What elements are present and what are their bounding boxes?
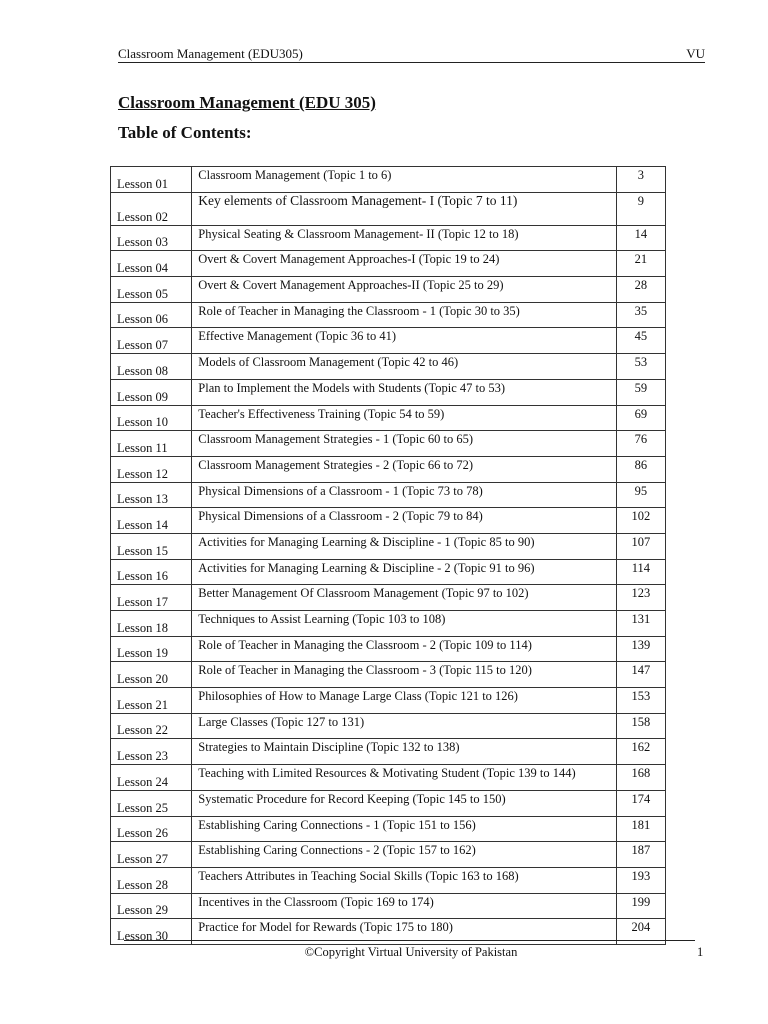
toc-topic-cell: Physical Seating & Classroom Management- II (Topic 12 to 18): [192, 225, 617, 251]
toc-lesson-cell: Lesson 07: [111, 328, 192, 354]
toc-topic-cell: Activities for Managing Learning & Discipline - 1 (Topic 85 to 90): [192, 533, 617, 559]
toc-row: [111, 251, 666, 277]
toc-page-cell: 86: [616, 456, 665, 482]
toc-page-cell: 123: [616, 585, 665, 611]
toc-page-cell: 114: [616, 559, 665, 585]
toc-topic-cell: Physical Dimensions of a Classroom - 2 (Topic 79 to 84): [192, 508, 617, 534]
toc-lesson-cell: Lesson 30: [111, 919, 192, 945]
toc-row: [111, 533, 666, 559]
toc-page-cell: 187: [616, 842, 665, 868]
toc-row: [111, 867, 666, 893]
toc-row: [111, 559, 666, 585]
toc-page-cell: 168: [616, 765, 665, 791]
toc-topic-cell: Role of Teacher in Managing the Classroom - 3 (Topic 115 to 120): [192, 662, 617, 688]
toc-topic-cell: Teachers Attributes in Teaching Social Skills (Topic 163 to 168): [192, 867, 617, 893]
toc-row: [111, 431, 666, 457]
toc-row: [111, 354, 666, 380]
toc-topic-cell: Activities for Managing Learning & Discipline - 2 (Topic 91 to 96): [192, 559, 617, 585]
toc-topic-cell: Systematic Procedure for Record Keeping (Topic 145 to 150): [192, 790, 617, 816]
toc-topic-cell: Effective Management (Topic 36 to 41): [192, 328, 617, 354]
toc-row: [111, 225, 666, 251]
toc-lesson-cell: Lesson 14: [111, 508, 192, 534]
toc-topic-cell: Models of Classroom Management (Topic 42 to 46): [192, 354, 617, 380]
toc-page-cell: 147: [616, 662, 665, 688]
toc-lesson-cell: Lesson 05: [111, 277, 192, 303]
toc-lesson-cell: Lesson 22: [111, 713, 192, 739]
toc-row: [111, 192, 666, 225]
toc-page-cell: 181: [616, 816, 665, 842]
toc-lesson-cell: Lesson 24: [111, 765, 192, 791]
toc-page-cell: 95: [616, 482, 665, 508]
toc-row: [111, 277, 666, 303]
toc-row: [111, 713, 666, 739]
toc-lesson-cell: Lesson 28: [111, 867, 192, 893]
toc-row: [111, 688, 666, 714]
toc-row: [111, 167, 666, 193]
toc-page-cell: 162: [616, 739, 665, 765]
toc-page-cell: 53: [616, 354, 665, 380]
toc-topic-cell: Key elements of Classroom Management- I (Topic 7 to 11): [192, 192, 617, 225]
toc-topic-cell: Strategies to Maintain Discipline (Topic 132 to 138): [192, 739, 617, 765]
toc-topic-cell: Teaching with Limited Resources & Motivating Student (Topic 139 to 144): [192, 765, 617, 791]
toc-lesson-cell: Lesson 06: [111, 302, 192, 328]
toc-lesson-cell: Lesson 08: [111, 354, 192, 380]
toc-row: [111, 456, 666, 482]
toc-lesson-cell: Lesson 25: [111, 790, 192, 816]
toc-lesson-cell: Lesson 29: [111, 893, 192, 919]
toc-page-cell: 204: [616, 919, 665, 945]
toc-page-cell: 158: [616, 713, 665, 739]
toc-page-cell: 153: [616, 688, 665, 714]
toc-topic-cell: Establishing Caring Connections - 2 (Topic 157 to 162): [192, 842, 617, 868]
toc-row: [111, 405, 666, 431]
toc-lesson-cell: Lesson 26: [111, 816, 192, 842]
toc-page-cell: 193: [616, 867, 665, 893]
toc-lesson-cell: Lesson 21: [111, 688, 192, 714]
toc-table: [110, 166, 666, 945]
toc-page-cell: 131: [616, 611, 665, 637]
toc-topic-cell: Classroom Management Strategies - 1 (Topic 60 to 65): [192, 431, 617, 457]
toc-lesson-cell: Lesson 09: [111, 379, 192, 405]
toc-page-cell: 107: [616, 533, 665, 559]
toc-page-cell: 102: [616, 508, 665, 534]
toc-page-cell: 14: [616, 225, 665, 251]
toc-lesson-cell: Lesson 18: [111, 611, 192, 637]
toc-topic-cell: Role of Teacher in Managing the Classroom - 1 (Topic 30 to 35): [192, 302, 617, 328]
toc-row: [111, 842, 666, 868]
toc-topic-cell: Overt & Covert Management Approaches-I (Topic 19 to 24): [192, 251, 617, 277]
toc-lesson-cell: Lesson 13: [111, 482, 192, 508]
toc-lesson-cell: Lesson 23: [111, 739, 192, 765]
footer-copyright: ©Copyright Virtual University of Pakistan: [304, 945, 518, 959]
toc-page-cell: 59: [616, 379, 665, 405]
toc-lesson-cell: Lesson 27: [111, 842, 192, 868]
toc-page-cell: 139: [616, 636, 665, 662]
toc-topic-cell: Techniques to Assist Learning (Topic 103 to 108): [192, 611, 617, 637]
toc-lesson-cell: Lesson 10: [111, 405, 192, 431]
toc-page-cell: 45: [616, 328, 665, 354]
toc-row: [111, 611, 666, 637]
toc-topic-cell: Classroom Management Strategies - 2 (Topic 66 to 72): [192, 456, 617, 482]
toc-topic-cell: Classroom Management (Topic 1 to 6): [192, 167, 617, 193]
toc-topic-cell: Physical Dimensions of a Classroom - 1 (Topic 73 to 78): [192, 482, 617, 508]
toc-row: [111, 379, 666, 405]
header-institution: VU: [686, 46, 705, 61]
toc-lesson-cell: Lesson 16: [111, 559, 192, 585]
toc-lesson-cell: Lesson 03: [111, 225, 192, 251]
toc-heading: Table of Contents:: [118, 123, 252, 142]
toc-row: [111, 893, 666, 919]
toc-topic-cell: Practice for Model for Rewards (Topic 175 to 180): [192, 919, 617, 945]
toc-row: [111, 585, 666, 611]
toc-topic-cell: Overt & Covert Management Approaches-II (Topic 25 to 29): [192, 277, 617, 303]
toc-row: [111, 739, 666, 765]
toc-page-cell: 3: [616, 167, 665, 193]
toc-page-cell: 35: [616, 302, 665, 328]
toc-row: [111, 636, 666, 662]
toc-row: [111, 482, 666, 508]
toc-topic-cell: Large Classes (Topic 127 to 131): [192, 713, 617, 739]
toc-lesson-cell: Lesson 11: [111, 431, 192, 457]
toc-lesson-cell: Lesson 17: [111, 585, 192, 611]
toc-lesson-cell: Lesson 15: [111, 533, 192, 559]
document-title: Classroom Management (EDU 305): [118, 93, 376, 112]
toc-row: [111, 790, 666, 816]
toc-lesson-cell: Lesson 04: [111, 251, 192, 277]
toc-topic-cell: Better Management Of Classroom Management (Topic 97 to 102): [192, 585, 617, 611]
page-number: 1: [697, 945, 704, 959]
toc-topic-cell: Incentives in the Classroom (Topic 169 to 174): [192, 893, 617, 919]
toc-row: [111, 302, 666, 328]
toc-topic-cell: Plan to Implement the Models with Students (Topic 47 to 53): [192, 379, 617, 405]
toc-page-cell: 174: [616, 790, 665, 816]
footer-rule: [124, 940, 695, 941]
toc-page-cell: 21: [616, 251, 665, 277]
toc-page-cell: 76: [616, 431, 665, 457]
toc-topic-cell: Philosophies of How to Manage Large Class (Topic 121 to 126): [192, 688, 617, 714]
toc-topic-cell: Role of Teacher in Managing the Classroom - 2 (Topic 109 to 114): [192, 636, 617, 662]
toc-row: [111, 662, 666, 688]
toc-topic-cell: Teacher's Effectiveness Training (Topic 54 to 59): [192, 405, 617, 431]
toc-page-cell: 9: [616, 192, 665, 225]
toc-lesson-cell: Lesson 19: [111, 636, 192, 662]
toc-page-cell: 199: [616, 893, 665, 919]
toc-page-cell: 69: [616, 405, 665, 431]
toc-lesson-cell: Lesson 12: [111, 456, 192, 482]
header-course-name: Classroom Management (EDU305): [118, 46, 303, 61]
toc-row: [111, 328, 666, 354]
toc-body: [111, 167, 666, 945]
toc-row: [111, 816, 666, 842]
toc-topic-cell: Establishing Caring Connections - 1 (Topic 151 to 156): [192, 816, 617, 842]
toc-row: [111, 765, 666, 791]
toc-row: [111, 508, 666, 534]
toc-lesson-cell: Lesson 02: [111, 192, 192, 225]
toc-page-cell: 28: [616, 277, 665, 303]
toc-lesson-cell: Lesson 20: [111, 662, 192, 688]
page-header: [118, 44, 705, 63]
toc-lesson-cell: Lesson 01: [111, 167, 192, 193]
